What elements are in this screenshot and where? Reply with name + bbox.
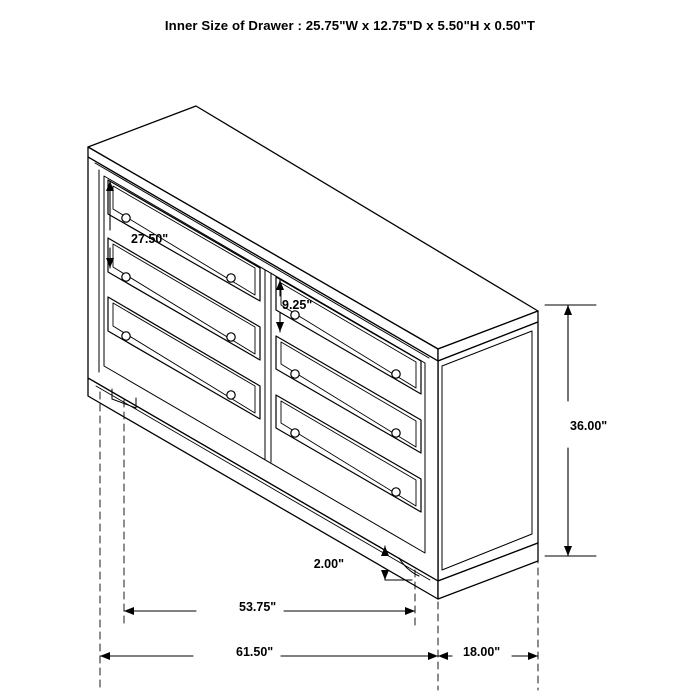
dimension-label-base-height: 2.00" <box>313 557 344 571</box>
drawer-knob <box>291 370 299 378</box>
dimension-label-overall-height: 36.00" <box>570 419 608 433</box>
dimension-label-overall-width: 61.50" <box>236 645 274 659</box>
drawer-knob <box>392 488 400 496</box>
dimension-label-depth: 18.00" <box>463 645 501 659</box>
page-title: Inner Size of Drawer : 25.75"W x 12.75"D x 5.50"H x 0.50"T <box>164 18 536 33</box>
drawer-knob <box>392 429 400 437</box>
dimension-label-drawer-height: 9.25" <box>282 298 313 312</box>
drawer-knob <box>227 391 235 399</box>
drawer-knob <box>122 332 130 340</box>
dresser-side-panel <box>438 322 538 581</box>
drawer-knob <box>122 214 130 222</box>
drawer-knob <box>392 370 400 378</box>
drawer-knob <box>291 429 299 437</box>
drawer-knob <box>227 333 235 341</box>
drawer-knob <box>291 311 299 319</box>
drawer-knob <box>227 274 235 282</box>
drawer-knob <box>122 273 130 281</box>
dimension-label-cabinet-width: 53.75" <box>239 600 277 614</box>
dimension-label-drawer-width: 27.50" <box>131 232 169 246</box>
